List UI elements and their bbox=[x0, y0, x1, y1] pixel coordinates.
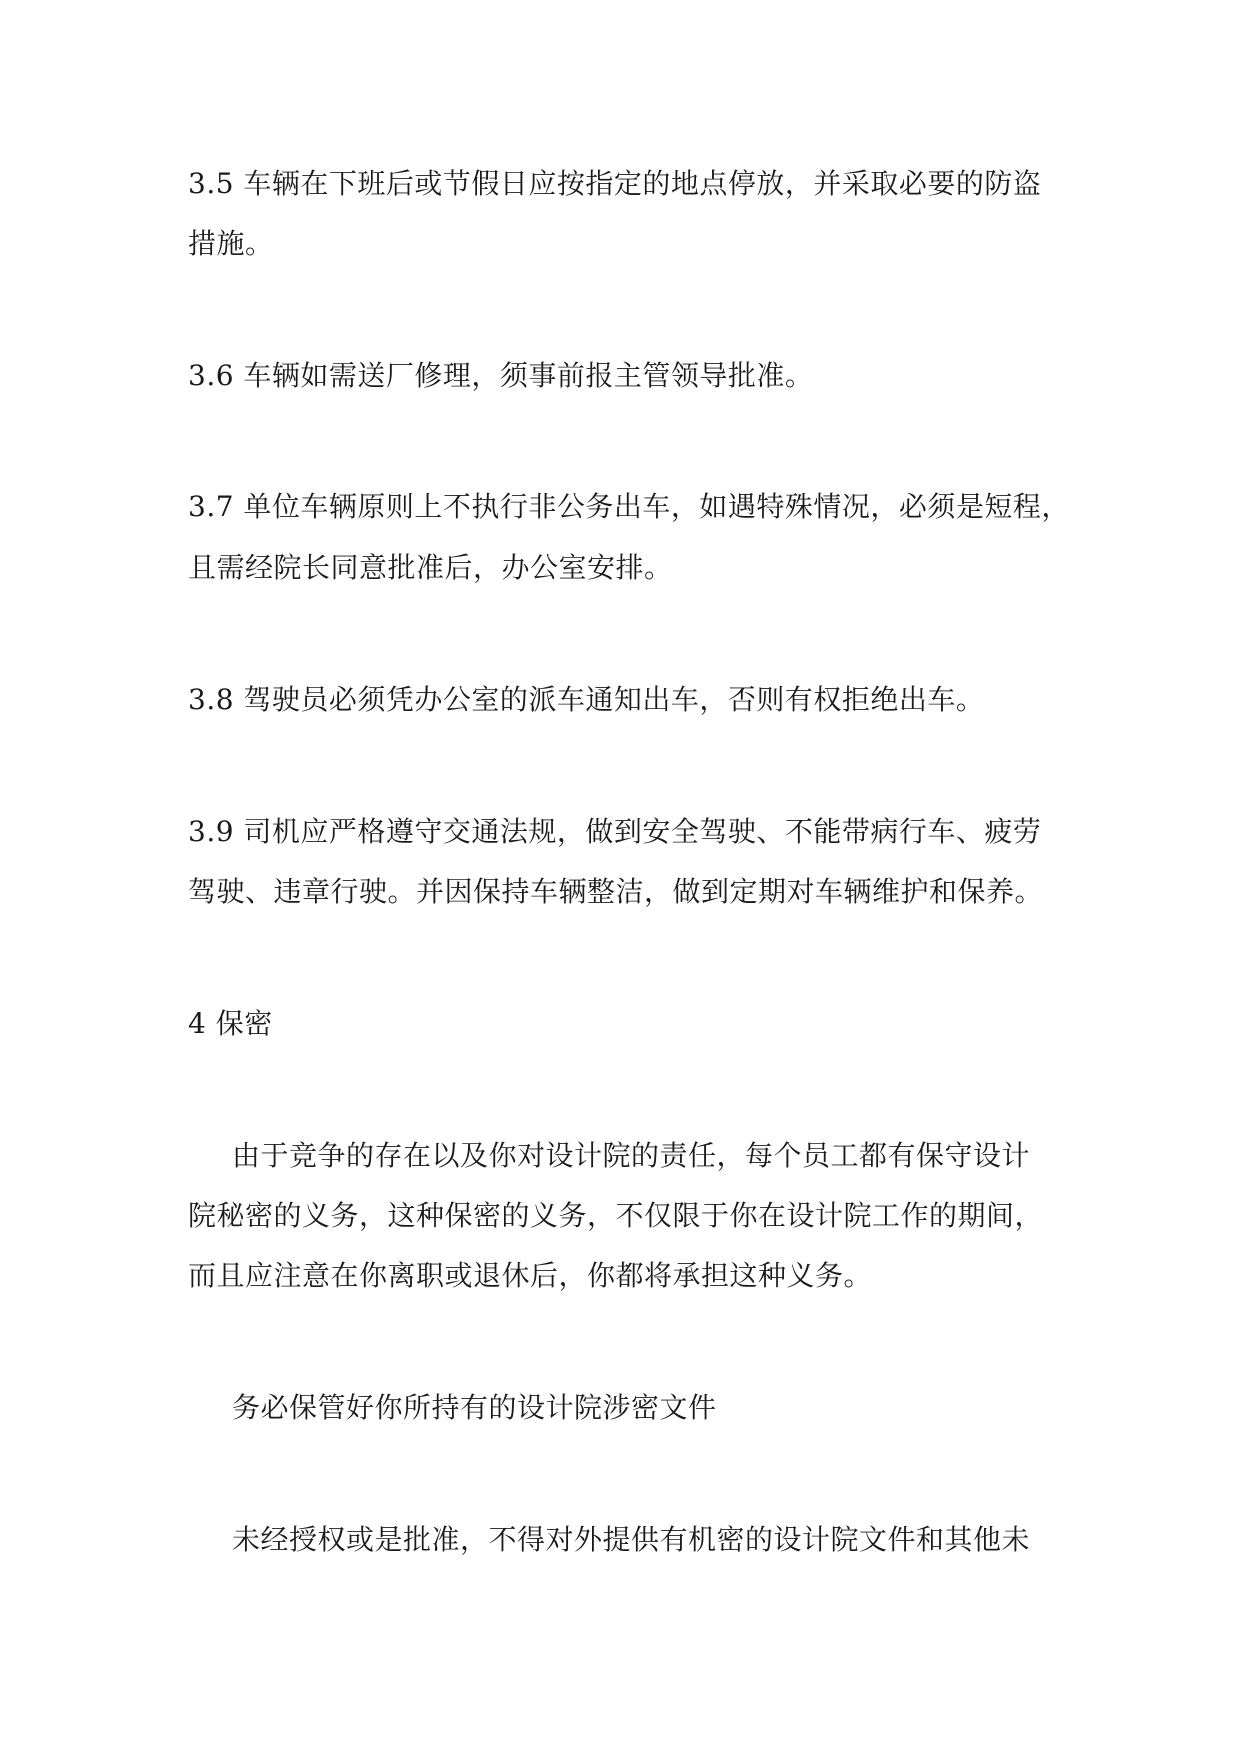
paragraph-3-5-line-1: 3.5 车辆在下班后或节假日应按指定的地点停放，并采取必要的防盗 bbox=[188, 167, 1042, 200]
section-heading-4: 4 保密 bbox=[188, 1007, 273, 1040]
paragraph-3-5-line-2: 措施。 bbox=[188, 227, 274, 260]
paragraph-3-9-line-1: 3.9 司机应严格遵守交通法规，做到安全驾驶、不能带病行车、疲劳 bbox=[188, 815, 1042, 848]
paragraph-4a-line-1: 由于竞争的存在以及你对设计院的责任，每个员工都有保守设计 bbox=[232, 1139, 1031, 1172]
paragraph-4a-line-2: 院秘密的义务，这种保密的义务，不仅限于你在设计院工作的期间， bbox=[188, 1199, 1044, 1232]
paragraph-4b-line-1: 务必保管好你所持有的设计院涉密文件 bbox=[232, 1391, 717, 1424]
paragraph-3-7-line-2: 且需经院长同意批准后，办公室安排。 bbox=[188, 551, 673, 584]
paragraph-3-7-line-1: 3.7 单位车辆原则上不执行非公务出车，如遇特殊情况，必须是短程， bbox=[188, 490, 1070, 523]
paragraph-3-8-line-1: 3.8 驾驶员必须凭办公室的派车通知出车，否则有权拒绝出车。 bbox=[188, 683, 985, 716]
paragraph-4c-line-1: 未经授权或是批准，不得对外提供有机密的设计院文件和其他未 bbox=[232, 1523, 1031, 1556]
paragraph-4a-line-3: 而且应注意在你离职或退休后，你都将承担这种义务。 bbox=[188, 1259, 873, 1292]
paragraph-3-6-line-1: 3.6 车辆如需送厂修理，须事前报主管领导批准。 bbox=[188, 359, 814, 392]
paragraph-3-9-line-2: 驾驶、违章行驶。并因保持车辆整洁，做到定期对车辆维护和保养。 bbox=[188, 875, 1044, 908]
